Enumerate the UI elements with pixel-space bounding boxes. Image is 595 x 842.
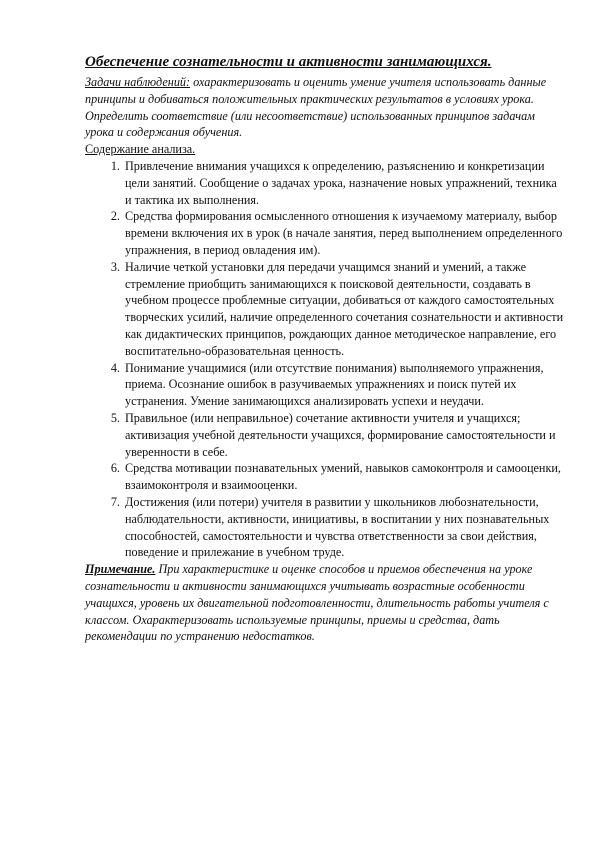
document-title: Обеспечение сознательности и активности занимающихся. [85,54,492,70]
analysis-heading: Содержание анализа. [85,142,196,157]
note-label: Примечание. [85,562,156,577]
list-item: 5. Правильное (или неправильное) сочетание активности учителя и учащихся; активизация учебной деятельности учащихся, формирование самостоятельности и уверенности в себе. [123,410,565,460]
observation-tasks-text: охарактеризовать и оценить умение учителя использовать данные принципы и добиваться положительных практических результатов в условиях урока. Определить соответствие (или несоответствие) использованных принципов задачам урока и содержания обучения. [85,75,547,140]
analysis-list [85,158,565,561]
list-item: 6. Средства мотивации познавательных умений, навыков самоконтроля и самооценки, взаимоконтроля и взаимооценки. [123,460,565,494]
list-item: 7. Достижения (или потери) учителя в развитии у школьников любознательности, наблюдательности, активности, инициативы, в воспитании у них познавательных способностей, самостоятельности и чувства ответственности за свои действия, поведение и прилежание в учебном труде. [123,494,565,561]
list-item: 2. Средства формирования осмысленного отношения к изучаемому материалу, выбор времени включения их в урок (в начале занятия, перед выполнением определенного упражнения, в период овладения им). [123,208,565,258]
list-item: 3. Наличие четкой установки для передачи учащимся знаний и умений, а также стремление приобщить занимающихся к поисковой деятельности, создавать в учебном процессе проблемные ситуации, добиваться от каждого самостоятельных творческих усилий, наличие определенного сочетания сознательности и активности как дидактических принципов, рождающих данное методическое направление, его воспитательно-образовательная ценность. [123,259,565,360]
list-item: 4. Понимание учащимися (или отсутствие понимания) выполняемого упражнения, приема. Осознание ошибок в разучиваемых упражнениях и поиск путей их устранения. Умение занимающихся анализировать успехи и неудачи. [123,360,565,410]
note-paragraph [85,561,565,645]
observation-tasks [85,74,565,141]
note-text: При характеристике и оценке способов и приемов обеспечения на уроке сознательности и активности занимающихся учитывать возрастные особенности учащихся, уровень их двигательной подготовленности, длительность работы учителя с классом. Охарактеризовать используемые принципы, приемы и средства, дать рекомендации по устранению недостатков. [85,562,549,644]
observation-tasks-label: Задачи наблюдений: [85,75,191,89]
document-page [85,52,565,645]
list-item: 1. Привлечение внимания учащихся к определению, разъяснению и конкретизации цели занятий. Сообщение о задачах урока, назначение новых упражнений, техника и тактика их выполнения. [123,158,565,208]
